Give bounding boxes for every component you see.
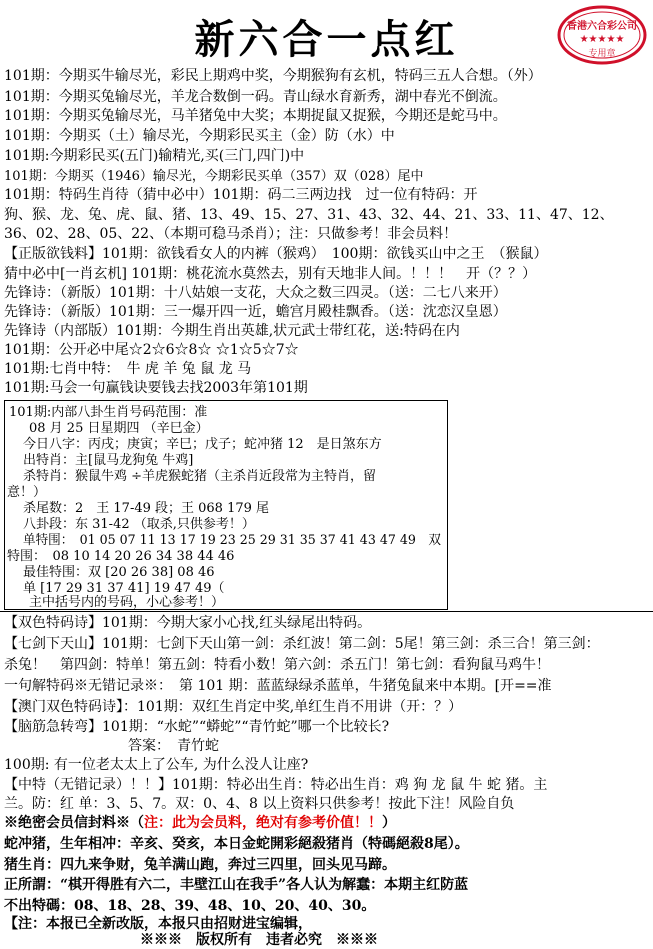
svg-text:香港六合彩公司: 香港六合彩公司 xyxy=(567,21,637,32)
text-line: 101期：今期买兔输尽光，羊龙合数倒一码。青山绿水育新秀，湖中春光不倒流。 xyxy=(4,89,507,105)
member-notice-line xyxy=(4,815,396,832)
box-line: 08 月 25 日星期四 （辛巳金） xyxy=(29,421,209,436)
box-line: 主中括号内的号码，小心参考！） xyxy=(29,595,225,610)
text-line: 【澳门双色特码诗】：101期：双红生肖定中奖,单红生肖不用讲（开：？） xyxy=(4,699,463,715)
text-line: 先锋诗：（新版）101期：十八姑娘一支花，大众之数三四灵。（送：二七八来开） xyxy=(4,285,507,301)
bagua-info-box xyxy=(4,400,448,610)
text-line: 【正版欲钱料】101期：欲钱看女人的内裤（猴鸡） 100期：欲钱买山中之王 （猴鼠） xyxy=(4,246,548,262)
text-line: 先锋诗：（新版）101期：三一爆开四一近，蟾宫月殿桂飘香。（送：沈恋汉皇恩） xyxy=(4,304,507,320)
text-line: 101期：今期买（1946）输尽光，今期彩民买单（357）双（028）尾中 xyxy=(4,169,424,184)
text-line: 蛇冲猪，生年相冲：辛亥、癸亥，本日金蛇開彩絕殺猪肖（特碼絕殺8尾）。 xyxy=(4,836,469,852)
text-line: 【中特（无错记录）！！】101期：特必出生肖：特必出生肖：鸡 狗 龙 鼠 牛 蛇 猪。主 xyxy=(4,777,548,793)
member-notice-warning: 注：此为会员料，绝对有参考价值！！ xyxy=(144,815,382,831)
text-line: 杀兔！ 第四剑：特单！第五剑：特看小数！第六剑：杀五门！第七剑：看狗鼠马鸡牛！ xyxy=(4,657,550,673)
text-line: 101期：今期买兔输尽光，马羊猪兔中大奖；本期捉鼠又捉猴，今期还是蛇马中。 xyxy=(4,108,507,124)
svg-text:专用章: 专用章 xyxy=(588,49,616,59)
text-line: 【脑筋急转弯】101期：“水蛇”“蟒蛇”“青竹蛇”哪一个比较长? xyxy=(4,719,390,735)
box-line: 特围： 08 10 14 20 26 34 38 44 46 xyxy=(7,549,235,564)
box-line: 101期:内部八卦生肖号码范围：准 xyxy=(9,405,208,420)
text-line: 【双色特码诗】101期：今期大家小心找,红头绿尾出特码。 xyxy=(4,615,372,631)
divider xyxy=(0,611,653,612)
svg-text:★★★★★: ★★★★★ xyxy=(579,34,625,45)
text-line: 101期:马会一句赢钱诀要钱去找2003年第101期 xyxy=(4,380,308,396)
box-line: 杀尾数：2 王 17-49 段；王 068 179 尾 xyxy=(23,501,270,516)
page-title: 新六合一点红 xyxy=(194,16,459,63)
text-line: 101期:七肖中特： 牛 虎 羊 兔 鼠 龙 马 xyxy=(4,361,252,377)
text-line: 先锋诗（内部版）101期：今期生肖出英雄,状元武士带红花，送:特码在内 xyxy=(4,323,460,339)
box-line: 今日八字：丙戌；庚寅；辛巳；戊子；蛇冲猪 12 是日煞东方 xyxy=(23,437,382,452)
text-line: 一句解特码※无错记录※： 第 101 期：蓝蓝绿绿杀蓝单，牛猪兔鼠来中本期。[开==准 xyxy=(4,678,552,694)
text-line: 101期:今期彩民买(五门)输精光,买(三门,四门)中 xyxy=(4,148,305,164)
box-line: 八卦段：东 31-42 （取杀,只供参考！） xyxy=(23,517,255,532)
text-line: 101期：特码生肖待（猜中必中）101期：码二三两边找 过一位有特码：开 xyxy=(4,187,478,203)
text-line: 猪生肖：四九来争财，兔羊满山跑，奔过三四里，回头见马蹄。 xyxy=(4,857,396,873)
box-line: 单特围： 01 05 07 11 13 17 19 23 25 29 31 35 37 41 43 47 49 双 xyxy=(23,533,442,548)
text-line: 100期: 有一位老太太上了公车, 为什么没人让座? xyxy=(4,757,309,773)
text-line: 不出特碼：08、18、28、39、48、10、20、40、30。 xyxy=(4,898,376,914)
member-notice-close: ） xyxy=(382,815,396,831)
text-line: 猜中必中[一肖玄机] 101期：桃花流水莫然去，别有天地非人间。！！！ 开（？？） xyxy=(4,266,537,282)
box-line: 出特肖：主[鼠马龙狗兔 牛鸡] xyxy=(23,453,194,468)
text-line: 36、02、28、05、22、（本期可稳马杀肖）；注：只做参考！非会员料！ xyxy=(4,226,458,242)
box-line: 杀特肖：猴鼠牛鸡 ÷羊虎猴蛇猪（主杀肖近段常为主特肖，留 xyxy=(23,469,377,484)
text-line: 【七剑下天山】101期：七剑下天山第一剑：杀红波！第二剑：5尾！第三剑：杀三合！第三剑： xyxy=(4,636,600,652)
member-notice-label: ※绝密会员信封料※（ xyxy=(4,815,144,831)
copyright-line: ※※※ 版权所有 违者必究 ※※※ xyxy=(140,932,378,948)
text-line: 正所謂：“棋开得胜有六二，丰壁江山在我手”各人认为解蠢：本期主红防蓝 xyxy=(4,877,469,893)
text-line: 101期：今期买牛输尽光，彩民上期鸡中奖，今期猴狗有玄机，特码三五人合想。（外） xyxy=(4,68,542,84)
text-line: 兰。防：红 单：3、5、7。双：0、4、8 以上资料只供参考！按此下注！风险自负 xyxy=(4,796,515,812)
text-line: 101期：公开必中尾☆2☆6☆8☆ ☆1☆5☆7☆ xyxy=(4,342,299,358)
text-line: 答案： 青竹蛇 xyxy=(128,738,219,754)
box-line: 单 [17 29 31 37 41] 19 47 49（ xyxy=(23,581,225,596)
box-line: 最佳特围：双 [20 26 38] 08 46 xyxy=(23,565,215,580)
text-line: 狗、猴、龙、兔、虎、鼠、猪、13、49、15、27、31、43、32、44、21、33、11、47、12、 xyxy=(4,207,614,223)
text-line: 【注：本报已全新改版，本报只由招财进宝编辑， xyxy=(4,916,312,932)
box-line: 意！） xyxy=(7,485,47,500)
text-line: 101期：今期买（土）输尽光，今期彩民买主（金）防（水）中 xyxy=(4,128,395,144)
company-seal-icon xyxy=(556,4,648,66)
